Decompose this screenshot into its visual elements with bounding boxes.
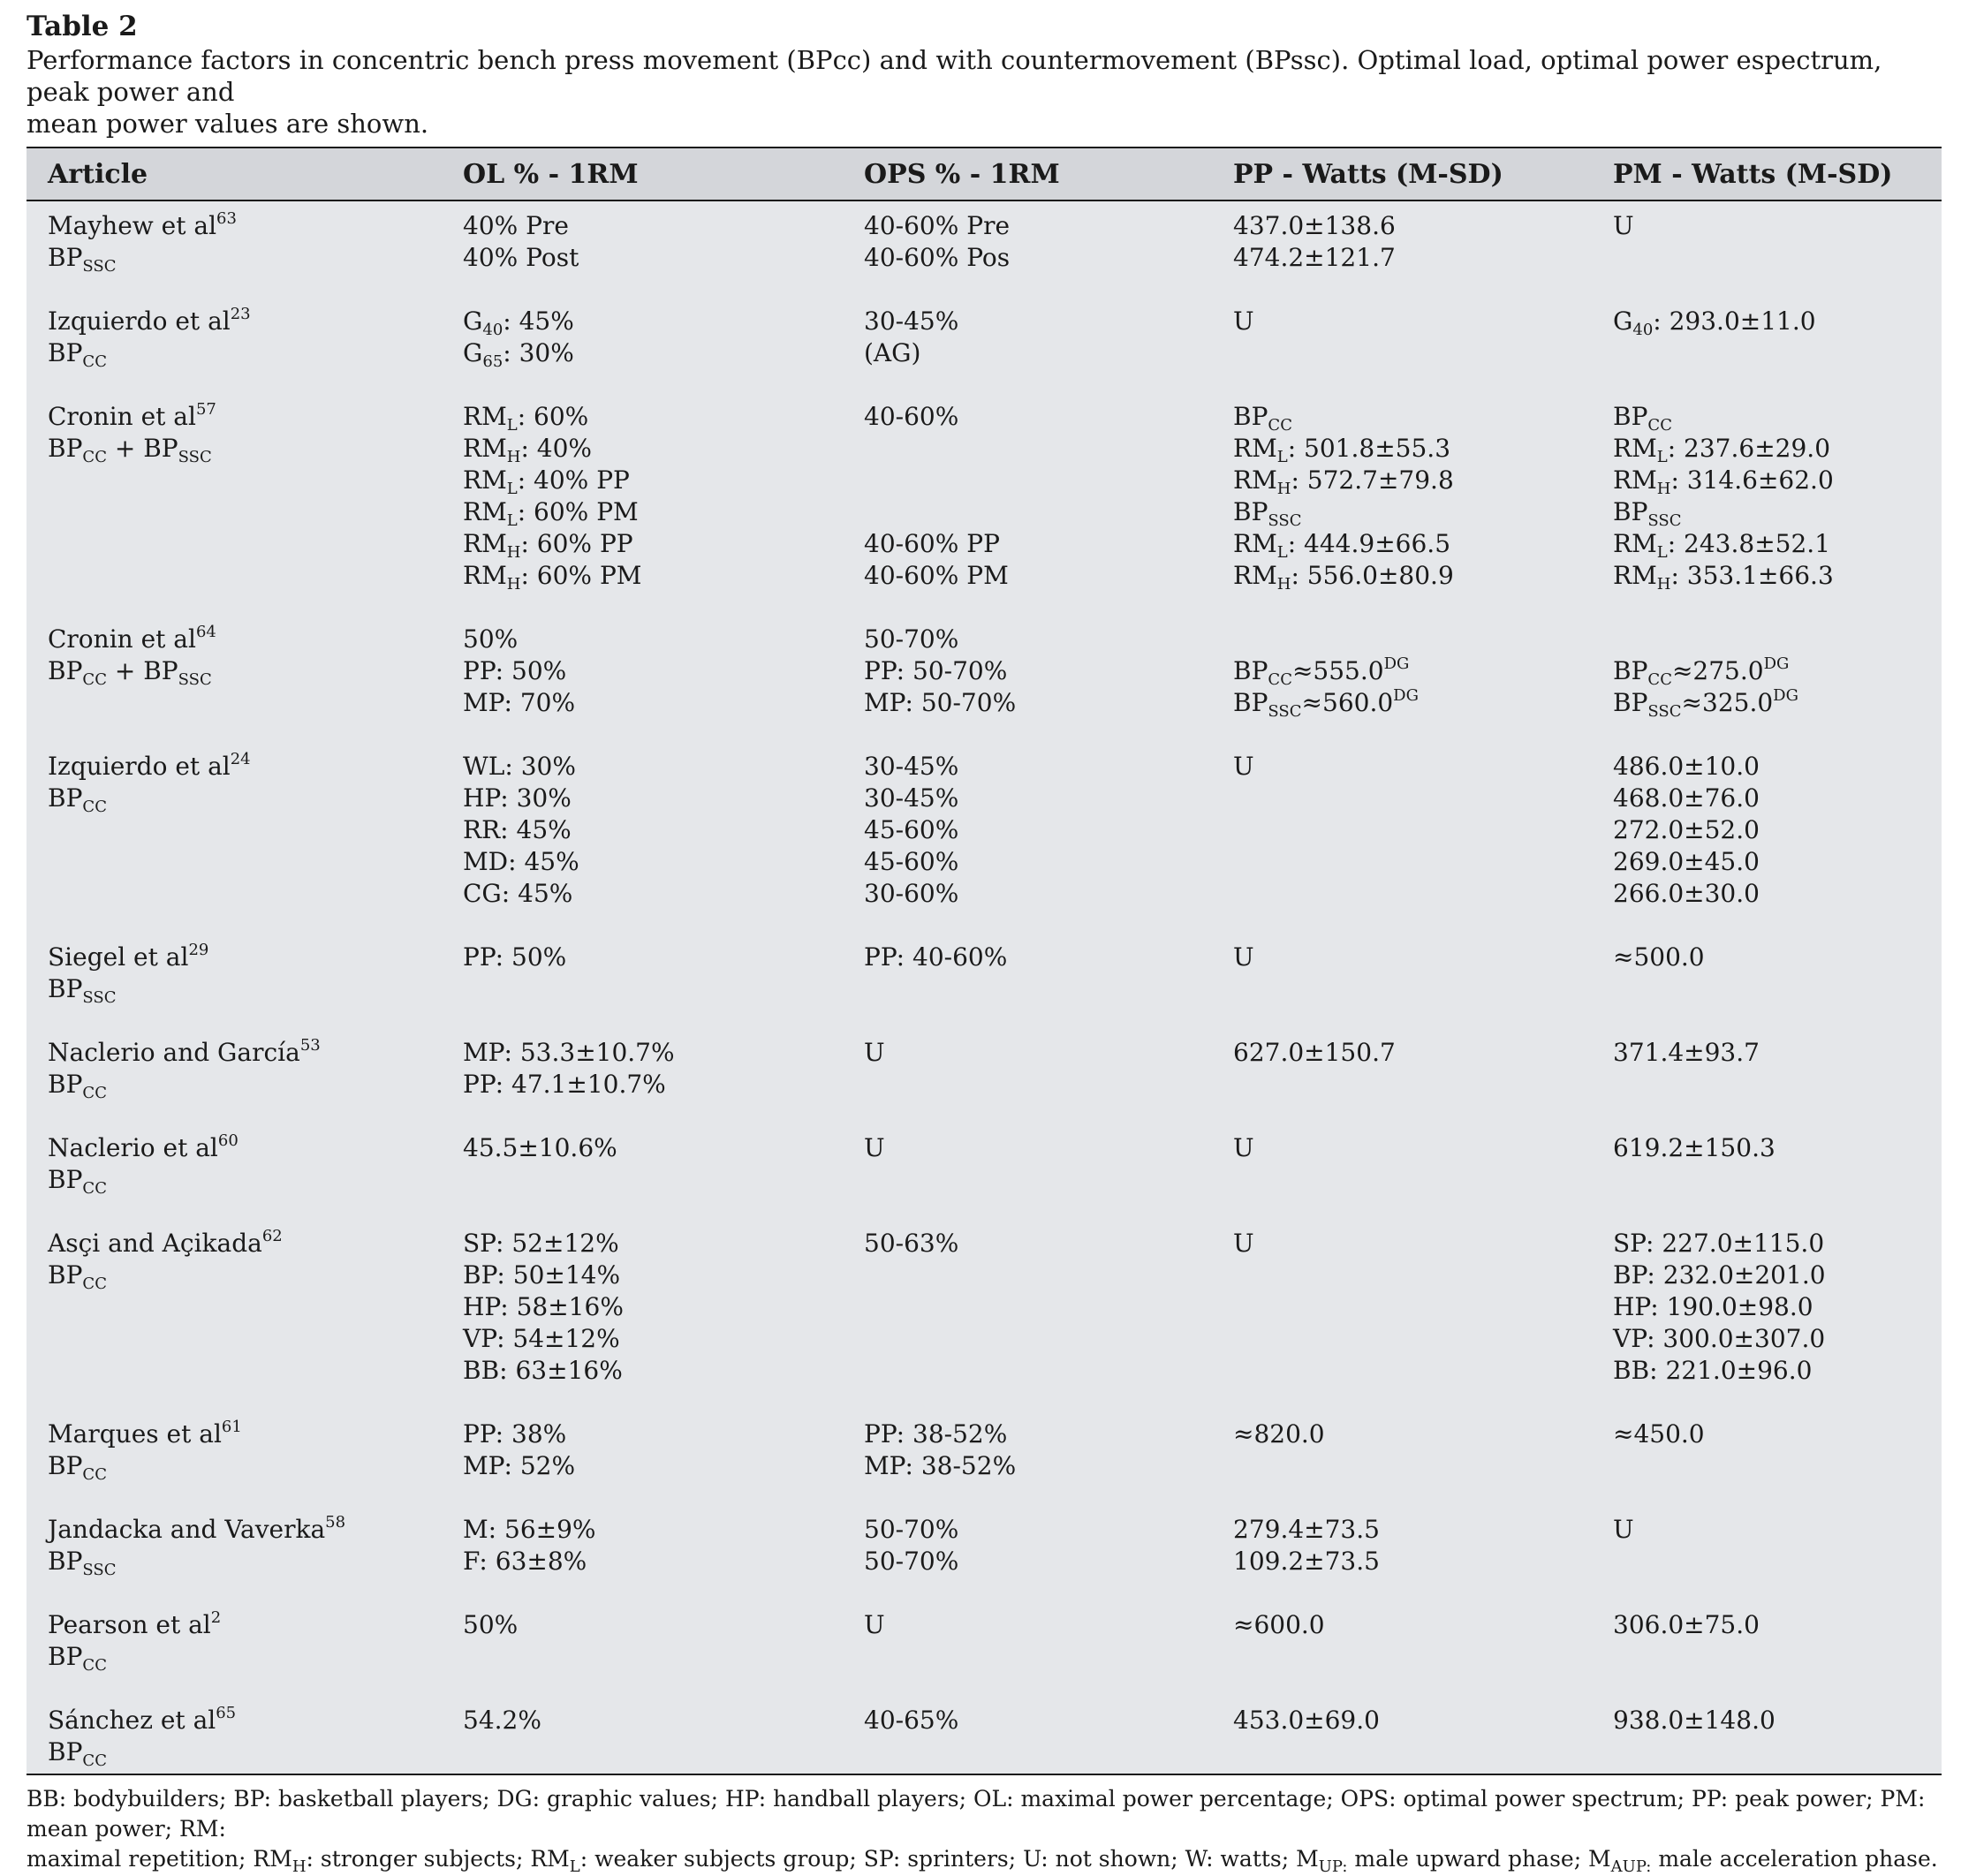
cell-line: 40-60% Pos — [864, 243, 1011, 272]
cell-article — [26, 1228, 456, 1291]
header-optimal-load: OL % - 1RM — [463, 158, 639, 190]
cell-line: MP: 38-52% — [864, 1451, 1017, 1480]
cell-line: VP: 300.0±307.0 — [1613, 1324, 1826, 1353]
cell-article — [26, 1609, 456, 1673]
cell-peak-power — [1226, 1132, 1606, 1164]
cell-article — [26, 1514, 456, 1577]
cell-line: 279.4±73.5 — [1233, 1515, 1380, 1544]
table-row — [26, 1705, 1942, 1768]
cell-line: U — [1233, 942, 1254, 972]
cell-line: 45-60% — [864, 815, 959, 844]
cell-optimal-load — [456, 751, 857, 910]
cell-line: MP: 53.3±10.7% — [463, 1038, 675, 1067]
table-header-row — [26, 148, 1942, 201]
cell-line: Asçi and Açikada$^{62}$ — [48, 1227, 283, 1258]
cell-mean-power — [1606, 624, 1942, 719]
cell-line: 269.0±45.0 — [1613, 847, 1760, 876]
cell-line: 50-70% — [864, 624, 959, 654]
cell-line: U — [1233, 1133, 1254, 1162]
cell-line: U — [1613, 1515, 1634, 1544]
table-row — [26, 624, 1942, 719]
cell-optimal-load — [456, 1132, 857, 1164]
cell-line: $BP_{CC}$ — [1613, 402, 1672, 435]
cell-mean-power — [1606, 1705, 1942, 1736]
cell-line: WL: 30% — [463, 752, 576, 781]
cell-mean-power — [1606, 210, 1942, 242]
cell-optimal-power-spectrum — [857, 401, 1226, 592]
cell-peak-power — [1226, 1705, 1606, 1736]
cell-line: $RM_H$: 556.0±80.9 — [1233, 561, 1454, 594]
cell-line: 50-70% — [864, 1515, 959, 1544]
cell-line: $RM_H$: 60% PM — [463, 561, 642, 594]
cell-peak-power — [1226, 1609, 1606, 1641]
table-title: Table 2 — [26, 11, 138, 42]
cell-line: RR: 45% — [463, 815, 572, 844]
header-peak-power: PP - Watts (M-SD) — [1233, 158, 1503, 190]
cell-line: $RM_L$: 501.8±55.3 — [1233, 434, 1451, 466]
footnote-line-1: BB: bodybuilders; BP: basketball players; DG: graphic values; HP: handball players; OL: maximal power percentage; OPS: optimal power spectrum; PP: peak power; PM: mean power; RM: — [26, 1786, 1926, 1842]
table-figure — [26, 9, 1942, 1874]
cell-line: 50-70% — [864, 1547, 959, 1576]
cell-optimal-power-spectrum — [857, 306, 1226, 369]
cell-line: $BP_{CC}$ — [1233, 402, 1292, 435]
table-row — [26, 210, 1942, 274]
cell-optimal-load — [456, 1037, 857, 1101]
cell-optimal-load — [456, 210, 857, 274]
cell-optimal-load — [456, 1228, 857, 1387]
cell-peak-power — [1226, 1514, 1606, 1577]
cell-line: 938.0±148.0 — [1613, 1706, 1776, 1735]
cell-line: 50% — [463, 624, 519, 654]
cell-line: $RM_H$: 353.1±66.3 — [1613, 561, 1834, 594]
cell-line: 30-45% — [864, 306, 959, 336]
cell-line: Pearson et $al^2$ — [48, 1608, 222, 1639]
cell-line: 486.0±10.0 — [1613, 752, 1760, 781]
cell-line — [864, 496, 1226, 528]
cell-optimal-power-spectrum — [857, 942, 1226, 973]
cell-line: $RM_L$: 60% PM — [463, 497, 639, 530]
cell-line: 474.2±121.7 — [1233, 243, 1396, 272]
cell-peak-power — [1226, 942, 1606, 973]
cell-line: U — [1233, 1229, 1254, 1258]
cell-line: Naclerio and García$^{53}$ — [48, 1036, 321, 1067]
cell-line: $BP_{SSC}$ — [48, 1547, 117, 1579]
cell-line: $RM_L$: 243.8±52.1 — [1613, 529, 1831, 562]
cell-line: PP: 50% — [463, 942, 567, 972]
cell-article — [26, 624, 456, 687]
cell-line: $RM_H$: 40% — [463, 434, 593, 466]
cell-line: MP: 50-70% — [864, 688, 1017, 717]
table-row — [26, 1132, 1942, 1196]
cell-optimal-power-spectrum — [857, 751, 1226, 910]
cell-line: HP: 30% — [463, 783, 572, 813]
cell-peak-power — [1226, 401, 1606, 592]
cell-line: HP: 190.0±98.0 — [1613, 1292, 1813, 1321]
cell-peak-power — [1226, 624, 1606, 719]
cell-line — [864, 433, 1226, 465]
cell-line: 40-60% PP — [864, 529, 1000, 558]
cell-line: PP: 40-60% — [864, 942, 1008, 972]
cell-line: $BP_{CC} + BP_{SSC}$ — [48, 434, 212, 466]
cell-line: 40% Pre — [463, 211, 569, 240]
cell-optimal-load — [456, 1514, 857, 1577]
cell-line: $BP_{SSC}$ — [48, 974, 117, 1007]
cell-line: $RM_H$: 572.7±79.8 — [1233, 465, 1454, 498]
cell-line: U — [1233, 752, 1254, 781]
cell-optimal-power-spectrum — [857, 210, 1226, 274]
cell-line: BB: 63±16% — [463, 1356, 623, 1385]
cell-line: U — [1233, 306, 1254, 336]
cell-line: 50% — [463, 1610, 519, 1639]
table-row — [26, 1418, 1942, 1482]
cell-mean-power — [1606, 1418, 1942, 1450]
cell-line: Cronin et $al^{57}$ — [48, 400, 216, 431]
cell-line: PP: 47.1±10.7% — [463, 1070, 666, 1099]
cell-line: $BP_{CC}\approx 275.0^{DG}$ — [1613, 654, 1790, 689]
cell-peak-power — [1226, 1037, 1606, 1069]
cell-line — [1613, 624, 1942, 655]
cell-mean-power — [1606, 401, 1942, 592]
cell-line: $BP_{CC}$ — [48, 1737, 107, 1770]
cell-line: $RM_L$: 444.9±66.5 — [1233, 529, 1451, 562]
cell-mean-power — [1606, 1037, 1942, 1069]
cell-line: Marques et $al^{61}$ — [48, 1418, 242, 1449]
cell-line: PP: 50-70% — [864, 656, 1008, 685]
cell-line: Siegel et $al^{29}$ — [48, 941, 209, 972]
table-footnote — [26, 1784, 1942, 1874]
cell-line: $RM_H$: 314.6±62.0 — [1613, 465, 1834, 498]
cell-line: $RM_L$: 40% PP — [463, 465, 630, 498]
cell-mean-power — [1606, 1514, 1942, 1546]
cell-line: $G_{40}$: 293.0±11.0 — [1613, 306, 1816, 339]
cell-optimal-load — [456, 1609, 857, 1641]
cell-line: U — [864, 1610, 885, 1639]
cell-line: 371.4±93.7 — [1613, 1038, 1760, 1067]
cell-optimal-power-spectrum — [857, 1514, 1226, 1577]
cell-article — [26, 306, 456, 369]
cell-line: $BP_{CC}\approx 555.0^{DG}$ — [1233, 654, 1410, 689]
cell-mean-power — [1606, 306, 1942, 337]
cell-line: ≈450.0 — [1613, 1419, 1705, 1449]
cell-line: 30-45% — [864, 752, 959, 781]
cell-line: $BP_{CC}$ — [48, 1642, 107, 1675]
cell-optimal-load — [456, 306, 857, 369]
cell-line: ≈600.0 — [1233, 1610, 1325, 1639]
table-row — [26, 401, 1942, 592]
header-optimal-power-spectrum: OPS % - 1RM — [864, 158, 1060, 190]
cell-article — [26, 1418, 456, 1482]
cell-line: $BP_{SSC}$ — [48, 243, 117, 276]
cell-line: 272.0±52.0 — [1613, 815, 1760, 844]
cell-line: BP: 50±14% — [463, 1260, 621, 1290]
cell-line: 619.2±150.3 — [1613, 1133, 1776, 1162]
cell-optimal-power-spectrum — [857, 1609, 1226, 1641]
table-row — [26, 1609, 1942, 1673]
cell-line: ≈500.0 — [1613, 942, 1705, 972]
cell-line: 45-60% — [864, 847, 959, 876]
cell-line: 40-65% — [864, 1706, 959, 1735]
table-row — [26, 1228, 1942, 1387]
cell-optimal-power-spectrum — [857, 1228, 1226, 1259]
data-table — [26, 147, 1942, 1775]
cell-mean-power — [1606, 1132, 1942, 1164]
cell-line: $BP_{SSC}\approx 560.0^{DG}$ — [1233, 686, 1419, 721]
cell-line: 627.0±150.7 — [1233, 1038, 1396, 1067]
cell-mean-power — [1606, 1228, 1942, 1387]
cell-line: $BP_{CC} + BP_{SSC}$ — [48, 656, 212, 689]
table-caption — [26, 44, 1942, 140]
cell-article — [26, 942, 456, 1005]
cell-line: Cronin et $al^{64}$ — [48, 623, 216, 654]
cell-line: $BP_{CC}$ — [48, 1165, 107, 1198]
cell-line: $RM_H$: 60% PP — [463, 529, 633, 562]
cell-line: $BP_{SSC}\approx 325.0^{DG}$ — [1613, 686, 1798, 721]
cell-article — [26, 401, 456, 465]
cell-line: $BP_{CC}$ — [48, 1070, 107, 1102]
cell-line: F: 63±8% — [463, 1547, 587, 1576]
cell-line: $BP_{SSC}$ — [1613, 497, 1682, 530]
cell-article — [26, 1037, 456, 1101]
cell-line: PP: 50% — [463, 656, 567, 685]
cell-line: Sánchez et $al^{65}$ — [48, 1704, 237, 1735]
cell-line: $G_{40}$: 45% — [463, 306, 574, 339]
cell-line: SP: 227.0±115.0 — [1613, 1229, 1825, 1258]
footnote-line-2: maximal repetition; $RM_H$: stronger subjects; $RM_L$: weaker subjects group; SP: sprinters; U: not shown; W: watts; $M_{UP:}$ male upward phase; $M_{AUP:}$ male acceleration phase. — [26, 1846, 1938, 1876]
cell-peak-power — [1226, 751, 1606, 783]
cell-line: $G_{65}$: 30% — [463, 338, 574, 371]
header-mean-power: PM - Watts (M-SD) — [1613, 158, 1893, 190]
cell-line: 40% Post — [463, 243, 579, 272]
cell-peak-power — [1226, 210, 1606, 274]
cell-line: SP: 52±12% — [463, 1229, 619, 1258]
table-row — [26, 942, 1942, 1005]
cell-line: 40-60% — [864, 402, 959, 431]
cell-line: 453.0±69.0 — [1233, 1706, 1380, 1735]
cell-line: $RM_L$: 237.6±29.0 — [1613, 434, 1831, 466]
cell-peak-power — [1226, 1228, 1606, 1259]
cell-line: Jandacka and Vaverka$^{58}$ — [48, 1513, 346, 1544]
cell-line: 40-60% Pre — [864, 211, 1011, 240]
cell-line: BB: 221.0±96.0 — [1613, 1356, 1813, 1385]
cell-line: MD: 45% — [463, 847, 579, 876]
cell-optimal-power-spectrum — [857, 1037, 1226, 1069]
cell-line: 45.5±10.6% — [463, 1133, 617, 1162]
cell-line: 468.0±76.0 — [1613, 783, 1760, 813]
cell-line: Izquierdo et $al^{24}$ — [48, 750, 251, 781]
cell-line: 50-63% — [864, 1229, 959, 1258]
cell-optimal-power-spectrum — [857, 1132, 1226, 1164]
cell-line: PP: 38-52% — [864, 1419, 1008, 1449]
cell-line: U — [864, 1133, 885, 1162]
cell-mean-power — [1606, 1609, 1942, 1641]
cell-article — [26, 751, 456, 814]
cell-line: HP: 58±16% — [463, 1292, 624, 1321]
cell-line: $BP_{CC}$ — [48, 1260, 107, 1293]
cell-line: $BP_{CC}$ — [48, 338, 107, 371]
caption-line-2: mean power values are shown. — [26, 109, 429, 139]
cell-line: 30-45% — [864, 783, 959, 813]
cell-optimal-load — [456, 1418, 857, 1482]
cell-line: U — [864, 1038, 885, 1067]
table-row — [26, 751, 1942, 910]
cell-line: 306.0±75.0 — [1613, 1610, 1760, 1639]
cell-line: $BP_{SSC}$ — [1233, 497, 1302, 530]
cell-line: PP: 38% — [463, 1419, 567, 1449]
cell-line: $BP_{CC}$ — [48, 1451, 107, 1484]
cell-optimal-power-spectrum — [857, 1418, 1226, 1482]
cell-line: ≈820.0 — [1233, 1419, 1325, 1449]
cell-line: VP: 54±12% — [463, 1324, 620, 1353]
cell-line: $BP_{CC}$ — [48, 783, 107, 816]
cell-line: BP: 232.0±201.0 — [1613, 1260, 1826, 1290]
cell-line: CG: 45% — [463, 879, 573, 908]
table-row — [26, 1514, 1942, 1577]
cell-line: (AG) — [864, 338, 921, 367]
cell-mean-power — [1606, 751, 1942, 910]
cell-line: 109.2±73.5 — [1233, 1547, 1380, 1576]
cell-line: 437.0±138.6 — [1233, 211, 1396, 240]
cell-article — [26, 1705, 456, 1768]
cell-line: $RM_L$: 60% — [463, 402, 589, 435]
cell-optimal-load — [456, 624, 857, 719]
cell-article — [26, 210, 456, 274]
table-body — [26, 201, 1942, 1774]
caption-line-1: Performance factors in concentric bench press movement (BPcc) and with countermovement (BPssc). Optimal load, optimal power espectrum, peak power and — [26, 45, 1882, 107]
cell-mean-power — [1606, 942, 1942, 973]
table-row — [26, 306, 1942, 369]
cell-line: 54.2% — [463, 1706, 541, 1735]
cell-optimal-power-spectrum — [857, 624, 1226, 719]
cell-line: 266.0±30.0 — [1613, 879, 1760, 908]
cell-line: MP: 52% — [463, 1451, 576, 1480]
cell-line: U — [1613, 211, 1634, 240]
cell-line: 40-60% PM — [864, 561, 1009, 590]
cell-line: M: 56±9% — [463, 1515, 596, 1544]
header-article: Article — [48, 158, 148, 190]
cell-peak-power — [1226, 306, 1606, 337]
cell-line: MP: 70% — [463, 688, 576, 717]
cell-optimal-load — [456, 401, 857, 592]
cell-line: Izquierdo et $al^{23}$ — [48, 305, 251, 336]
cell-line: Naclerio et $al^{60}$ — [48, 1131, 238, 1162]
cell-peak-power — [1226, 1418, 1606, 1450]
cell-optimal-load — [456, 1705, 857, 1736]
table-row — [26, 1037, 1942, 1101]
cell-line: 30-60% — [864, 879, 959, 908]
cell-optimal-power-spectrum — [857, 1705, 1226, 1736]
cell-article — [26, 1132, 456, 1196]
cell-line: Mayhew et $al^{63}$ — [48, 209, 237, 240]
cell-optimal-load — [456, 942, 857, 973]
cell-line — [1233, 624, 1606, 655]
cell-line — [864, 465, 1226, 496]
